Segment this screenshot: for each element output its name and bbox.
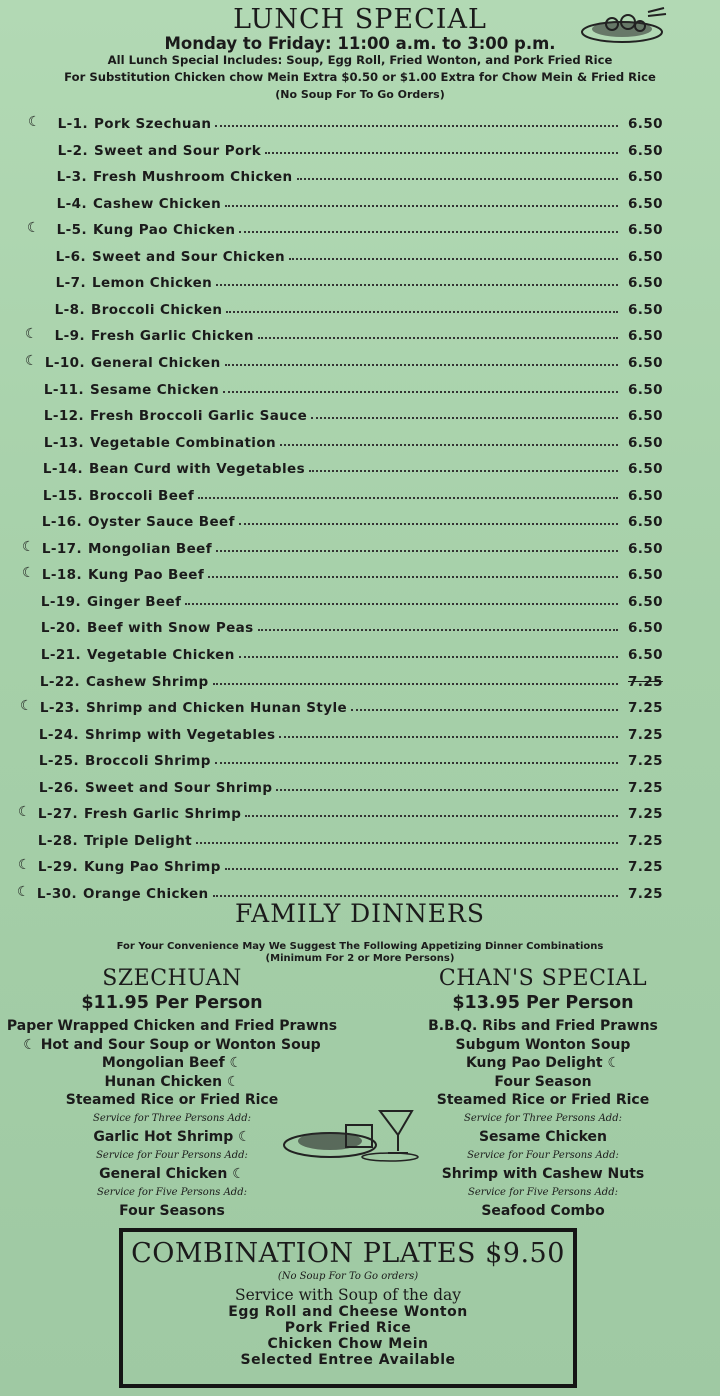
item-code: L-16. xyxy=(41,514,82,530)
menu-item xyxy=(10,374,663,398)
item-code: L-28. xyxy=(37,833,78,849)
item-code: L-10. xyxy=(44,355,85,371)
item-name: Orange Chicken xyxy=(83,886,209,902)
item-code: L-14. xyxy=(42,461,83,477)
chans-add: Shrimp with Cashew Nuts xyxy=(441,1166,645,1182)
item-name: Fresh Broccoli Garlic Sauce xyxy=(90,408,308,424)
item-code: L-23. xyxy=(39,700,80,716)
item-price: 6.50 xyxy=(628,408,663,424)
item-name: Sweet and Sour Chicken xyxy=(92,249,286,265)
item-price: 6.50 xyxy=(628,328,663,344)
item-code: L-6. xyxy=(55,249,86,265)
item-code: L-25. xyxy=(38,753,79,769)
item-code: L-7. xyxy=(55,275,86,291)
chans-special-column xyxy=(380,966,706,1221)
menu-item xyxy=(5,719,663,743)
chans-line: Steamed Rice or Fried Rice xyxy=(436,1092,650,1108)
hot-pepper-icon: ☾ xyxy=(25,353,38,369)
item-price: 7.25 xyxy=(628,700,663,716)
item-name: Broccoli Beef xyxy=(89,488,195,504)
dot-leader xyxy=(239,231,618,233)
szechuan-add: General Chicken ☾ xyxy=(99,1166,245,1182)
chans-special-title: CHAN'S SPECIAL xyxy=(438,966,648,991)
item-price: 6.50 xyxy=(628,461,663,477)
combination-title: COMBINATION PLATES $9.50 xyxy=(131,1238,565,1269)
dot-leader xyxy=(225,205,618,207)
menu-item xyxy=(4,825,663,849)
item-code: L-18. xyxy=(41,567,82,583)
item-code: L-5. xyxy=(56,222,87,238)
item-price: 7.25 xyxy=(628,859,663,875)
item-name: Kung Pao Beef xyxy=(88,567,205,583)
item-code: L-3. xyxy=(56,169,87,185)
item-price: 6.50 xyxy=(628,382,663,398)
item-code: L-17. xyxy=(41,541,82,557)
dot-leader xyxy=(213,683,618,685)
dot-leader xyxy=(276,789,618,791)
item-code: L-29. xyxy=(37,859,78,875)
hot-pepper-icon: ☾ xyxy=(20,698,33,714)
item-name: Shrimp and Chicken Hunan Style xyxy=(86,700,348,716)
dot-leader xyxy=(239,523,618,525)
combination-plates-box xyxy=(119,1228,577,1388)
item-price: 6.50 xyxy=(628,620,663,636)
includes-note: All Lunch Special Includes: Soup, Egg Roll, Fried Wonton, and Pork Fried Rice xyxy=(107,53,613,67)
dot-leader xyxy=(351,709,618,711)
menu-item xyxy=(8,533,663,557)
szechuan-price: $11.95 Per Person xyxy=(81,993,263,1013)
dot-leader xyxy=(223,391,618,393)
menu-item xyxy=(7,586,663,610)
menu-item xyxy=(6,692,663,716)
item-price: 6.50 xyxy=(628,222,663,238)
item-code: L-12. xyxy=(43,408,84,424)
szechuan-column xyxy=(2,966,342,1221)
dot-leader xyxy=(265,152,618,154)
item-name: Pork Szechuan xyxy=(94,116,212,132)
item-price: 7.25 xyxy=(628,833,663,849)
dot-leader xyxy=(225,364,618,366)
dot-leader xyxy=(297,178,618,180)
item-name: Broccoli Chicken xyxy=(91,302,223,318)
item-name: Sweet and Sour Shrimp xyxy=(85,780,273,796)
menu-item xyxy=(9,453,663,477)
item-price: 7.25 xyxy=(628,886,663,902)
dot-leader xyxy=(198,497,618,499)
item-name: Fresh Garlic Chicken xyxy=(91,328,254,344)
menu-item xyxy=(10,427,663,451)
dot-leader xyxy=(196,842,618,844)
item-name: Fresh Garlic Shrimp xyxy=(84,806,242,822)
service-note: Service for Five Persons Add: xyxy=(468,1186,618,1198)
combination-subtitle: Service with Soup of the day xyxy=(234,1286,462,1304)
service-note: Service for Four Persons Add: xyxy=(96,1149,248,1161)
item-name: Kung Pao Shrimp xyxy=(84,859,221,875)
item-price: 6.50 xyxy=(628,302,663,318)
item-code: L-26. xyxy=(38,780,79,796)
dot-leader xyxy=(215,762,618,764)
hours: Monday to Friday: 11:00 a.m. to 3:00 p.m. xyxy=(164,34,556,53)
dot-leader xyxy=(311,417,618,419)
hot-pepper-icon: ☾ xyxy=(22,565,35,581)
hot-pepper-icon: ☾ xyxy=(22,539,35,555)
item-name: Kung Pao Chicken xyxy=(93,222,236,238)
menu-item xyxy=(13,161,663,185)
item-price: 7.25 xyxy=(628,806,663,822)
chans-special-price: $13.95 Per Person xyxy=(452,993,634,1013)
dot-leader xyxy=(258,337,618,339)
item-name: Bean Curd with Vegetables xyxy=(89,461,306,477)
service-note: Service for Three Persons Add: xyxy=(464,1112,622,1124)
chans-line: Subgum Wonton Soup xyxy=(455,1036,631,1053)
combination-note: (No Soup For To Go orders) xyxy=(277,1271,419,1282)
item-price: 6.50 xyxy=(628,116,663,132)
dot-leader xyxy=(215,125,618,127)
item-price: 6.50 xyxy=(628,435,663,451)
hot-pepper-icon: ☾ xyxy=(28,114,41,130)
item-code: L-2. xyxy=(57,143,88,159)
szechuan-line: Steamed Rice or Fried Rice xyxy=(65,1092,279,1108)
szechuan-line: ☾ Hot and Sour Soup or Wonton Soup xyxy=(23,1036,321,1053)
family-minimum-note: (Minimum For 2 or More Persons) xyxy=(265,953,455,964)
item-name: Triple Delight xyxy=(84,833,193,849)
dot-leader xyxy=(213,895,618,897)
item-code: L-1. xyxy=(57,116,88,132)
item-price: 6.50 xyxy=(628,249,663,265)
item-name: Vegetable Chicken xyxy=(87,647,235,663)
item-price: 6.50 xyxy=(628,143,663,159)
dot-leader xyxy=(216,284,618,286)
dot-leader xyxy=(239,656,618,658)
szechuan-title: SZECHUAN xyxy=(102,966,242,991)
menu-item xyxy=(11,347,663,371)
menu-item xyxy=(6,666,663,690)
item-code: L-8. xyxy=(54,302,85,318)
item-code: L-22. xyxy=(39,674,80,690)
szechuan-line: Hunan Chicken ☾ xyxy=(104,1073,240,1090)
szechuan-line: Paper Wrapped Chicken and Fried Prawns xyxy=(6,1018,338,1034)
item-code: L-9. xyxy=(54,328,85,344)
item-price: 6.50 xyxy=(628,355,663,371)
item-price: 7.25 xyxy=(628,727,663,743)
item-price: 6.50 xyxy=(628,275,663,291)
no-soup-note: (No Soup For To Go Orders) xyxy=(275,88,445,101)
item-code: L-27. xyxy=(37,806,78,822)
dot-leader xyxy=(245,815,618,817)
family-note: For Your Convenience May We Suggest The Following Appetizing Dinner Combinations xyxy=(116,941,604,952)
menu-item xyxy=(5,745,663,769)
item-code: L-15. xyxy=(42,488,83,504)
dot-leader xyxy=(258,629,618,631)
item-code: L-20. xyxy=(40,620,81,636)
combination-line: Chicken Chow Mein xyxy=(267,1336,429,1352)
item-code: L-4. xyxy=(56,196,87,212)
item-code: L-11. xyxy=(43,382,84,398)
item-name: Mongolian Beef xyxy=(88,541,213,557)
menu-item xyxy=(7,612,663,636)
hot-pepper-icon: ☾ xyxy=(18,857,31,873)
menu-item xyxy=(12,267,663,291)
substitution-note: For Substitution Chicken chow Mein Extra $0.50 or $1.00 Extra for Chow Mein & Fried Rice xyxy=(64,70,656,84)
menu-item xyxy=(8,559,663,583)
item-name: Sweet and Sour Pork xyxy=(94,143,262,159)
dot-leader xyxy=(289,258,618,260)
combination-line: Selected Entree Available xyxy=(240,1352,456,1368)
item-code: L-13. xyxy=(43,435,84,451)
menu-item xyxy=(12,241,663,265)
item-price: 7.25 xyxy=(628,674,663,690)
dot-leader xyxy=(208,576,618,578)
combination-line: Egg Roll and Cheese Wonton xyxy=(228,1304,468,1320)
menu-item xyxy=(7,639,663,663)
menu-item xyxy=(5,772,663,796)
item-name: Broccoli Shrimp xyxy=(85,753,211,769)
item-name: Cashew Chicken xyxy=(93,196,222,212)
menu-item xyxy=(4,798,663,822)
item-code: L-21. xyxy=(40,647,81,663)
item-name: Oyster Sauce Beef xyxy=(88,514,235,530)
item-name: Sesame Chicken xyxy=(90,382,220,398)
item-price: 6.50 xyxy=(628,567,663,583)
menu-item xyxy=(14,135,663,159)
chans-line: B.B.Q. Ribs and Fried Prawns xyxy=(428,1018,658,1034)
item-code: L-24. xyxy=(38,727,79,743)
combination-line: Pork Fried Rice xyxy=(284,1320,412,1336)
chans-add: Sesame Chicken xyxy=(478,1129,608,1145)
menu-item xyxy=(14,108,663,132)
hot-pepper-icon: ☾ xyxy=(25,326,38,342)
szechuan-add: Garlic Hot Shrimp ☾ xyxy=(93,1129,251,1145)
item-price: 6.50 xyxy=(628,169,663,185)
item-code: L-30. xyxy=(36,886,77,902)
service-note: Service for Four Persons Add: xyxy=(467,1149,619,1161)
chans-add: Seafood Combo xyxy=(481,1203,605,1219)
item-name: Lemon Chicken xyxy=(92,275,213,291)
item-name: Cashew Shrimp xyxy=(86,674,209,690)
menu-item xyxy=(11,294,663,318)
family-dinners-title: FAMILY DINNERS xyxy=(234,899,486,928)
item-price: 6.50 xyxy=(628,514,663,530)
szechuan-line: Mongolian Beef ☾ xyxy=(101,1055,243,1071)
item-code: L-19. xyxy=(40,594,81,610)
menu-item xyxy=(13,214,663,238)
chans-line: Kung Pao Delight ☾ xyxy=(465,1055,621,1071)
item-name: Beef with Snow Peas xyxy=(87,620,254,636)
item-name: Vegetable Combination xyxy=(90,435,277,451)
service-note: Service for Five Persons Add: xyxy=(97,1186,247,1198)
item-price: 6.50 xyxy=(628,594,663,610)
item-price: 7.25 xyxy=(628,753,663,769)
dot-leader xyxy=(216,550,618,552)
item-name: Ginger Beef xyxy=(87,594,182,610)
menu-item xyxy=(13,188,663,212)
dot-leader xyxy=(185,603,618,605)
item-name: Shrimp with Vegetables xyxy=(85,727,276,743)
menu-item xyxy=(9,480,663,504)
item-price: 6.50 xyxy=(628,647,663,663)
menu-item xyxy=(4,851,663,875)
item-name: Fresh Mushroom Chicken xyxy=(93,169,293,185)
item-price: 6.50 xyxy=(628,488,663,504)
menu-item xyxy=(11,320,663,344)
service-note: Service for Three Persons Add: xyxy=(93,1112,251,1124)
item-price: 7.25 xyxy=(628,780,663,796)
dot-leader xyxy=(280,444,618,446)
menu-item xyxy=(8,506,663,530)
item-name: General Chicken xyxy=(91,355,221,371)
item-price: 6.50 xyxy=(628,541,663,557)
hot-pepper-icon: ☾ xyxy=(17,884,30,900)
item-price: 6.50 xyxy=(628,196,663,212)
dot-leader xyxy=(225,868,618,870)
lunch-special-title: LUNCH SPECIAL xyxy=(233,4,487,35)
menu-item xyxy=(10,400,663,424)
szechuan-add: Four Seasons xyxy=(119,1203,225,1219)
hot-pepper-icon: ☾ xyxy=(18,804,31,820)
hot-pepper-icon: ☾ xyxy=(27,220,40,236)
dot-leader xyxy=(279,736,618,738)
chans-line: Four Season xyxy=(494,1073,592,1090)
dot-leader xyxy=(309,470,618,472)
dot-leader xyxy=(226,311,618,313)
